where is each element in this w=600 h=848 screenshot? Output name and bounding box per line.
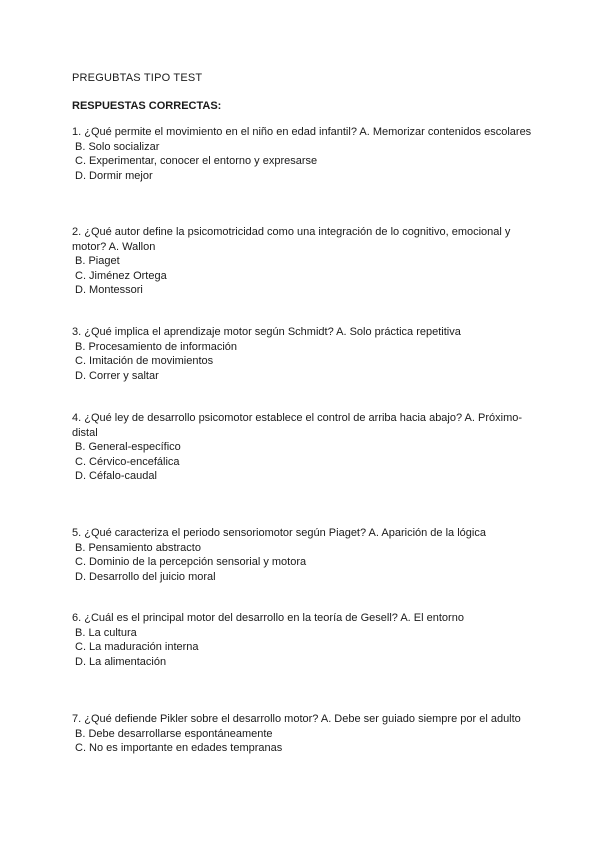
answer-option: B. Pensamiento abstracto — [75, 541, 201, 554]
answer-option: C. Jiménez Ortega — [75, 269, 167, 282]
question-stem: 4. ¿Qué ley de desarrollo psicomotor establece el control de arriba hacia abajo? A. Próximo-distal — [72, 412, 523, 439]
question-1 — [72, 125, 532, 183]
answer-option: B. Debe desarrollarse espontáneamente — [75, 727, 273, 740]
question-6 — [72, 611, 532, 669]
question-3 — [72, 325, 532, 383]
question-stem: 3. ¿Qué implica el aprendizaje motor según Schmidt? A. Solo práctica repetitiva — [72, 326, 461, 338]
question-2 — [72, 225, 532, 298]
answer-option: B. La cultura — [75, 626, 137, 639]
answer-option: D. Desarrollo del juicio moral — [75, 570, 216, 583]
answer-option: C. No es importante en edades tempranas — [75, 742, 283, 755]
answer-option: B. Solo socializar — [75, 140, 160, 153]
answer-option: B. General-específico — [75, 441, 181, 454]
answer-option: B. Procesamiento de información — [75, 340, 238, 353]
answer-option: B. Piaget — [75, 255, 120, 268]
answer-option: C. Experimentar, conocer el entorno y expresarse — [75, 155, 318, 168]
answer-option: D. Correr y saltar — [75, 369, 159, 382]
question-7 — [72, 712, 532, 756]
answer-option: C. Cérvico-encefálica — [75, 455, 180, 468]
answer-option: C. Dominio de la percepción sensorial y motora — [75, 556, 307, 569]
question-stem: 6. ¿Cuál es el principal motor del desarrollo en la teoría de Gesell? A. El entorno — [72, 612, 464, 624]
document-subtitle: RESPUESTAS CORRECTAS: — [72, 100, 222, 112]
question-5 — [72, 526, 532, 584]
answer-option: D. La alimentación — [75, 655, 167, 668]
answer-option: D. Dormir mejor — [75, 169, 153, 182]
answer-option: C. La maduración interna — [75, 641, 199, 654]
question-stem: 7. ¿Qué defiende Pikler sobre el desarrollo motor? A. Debe ser guiado siempre por el adulto — [72, 713, 521, 725]
question-stem: 1. ¿Qué permite el movimiento en el niño en edad infantil? A. Memorizar contenidos escolares — [72, 126, 532, 138]
question-stem: 5. ¿Qué caracteriza el periodo sensoriomotor según Piaget? A. Aparición de la lógica — [72, 527, 486, 539]
answer-option: C. Imitación de movimientos — [75, 355, 214, 368]
answer-option: D. Montessori — [75, 284, 143, 297]
answer-option: D. Céfalo-caudal — [75, 470, 157, 483]
question-stem: 2. ¿Qué autor define la psicomotricidad como una integración de lo cognitivo, emocional y motor? A. Wallon — [72, 226, 511, 253]
document-title: PREGUBTAS TIPO TEST — [72, 72, 203, 84]
question-4 — [72, 411, 532, 484]
